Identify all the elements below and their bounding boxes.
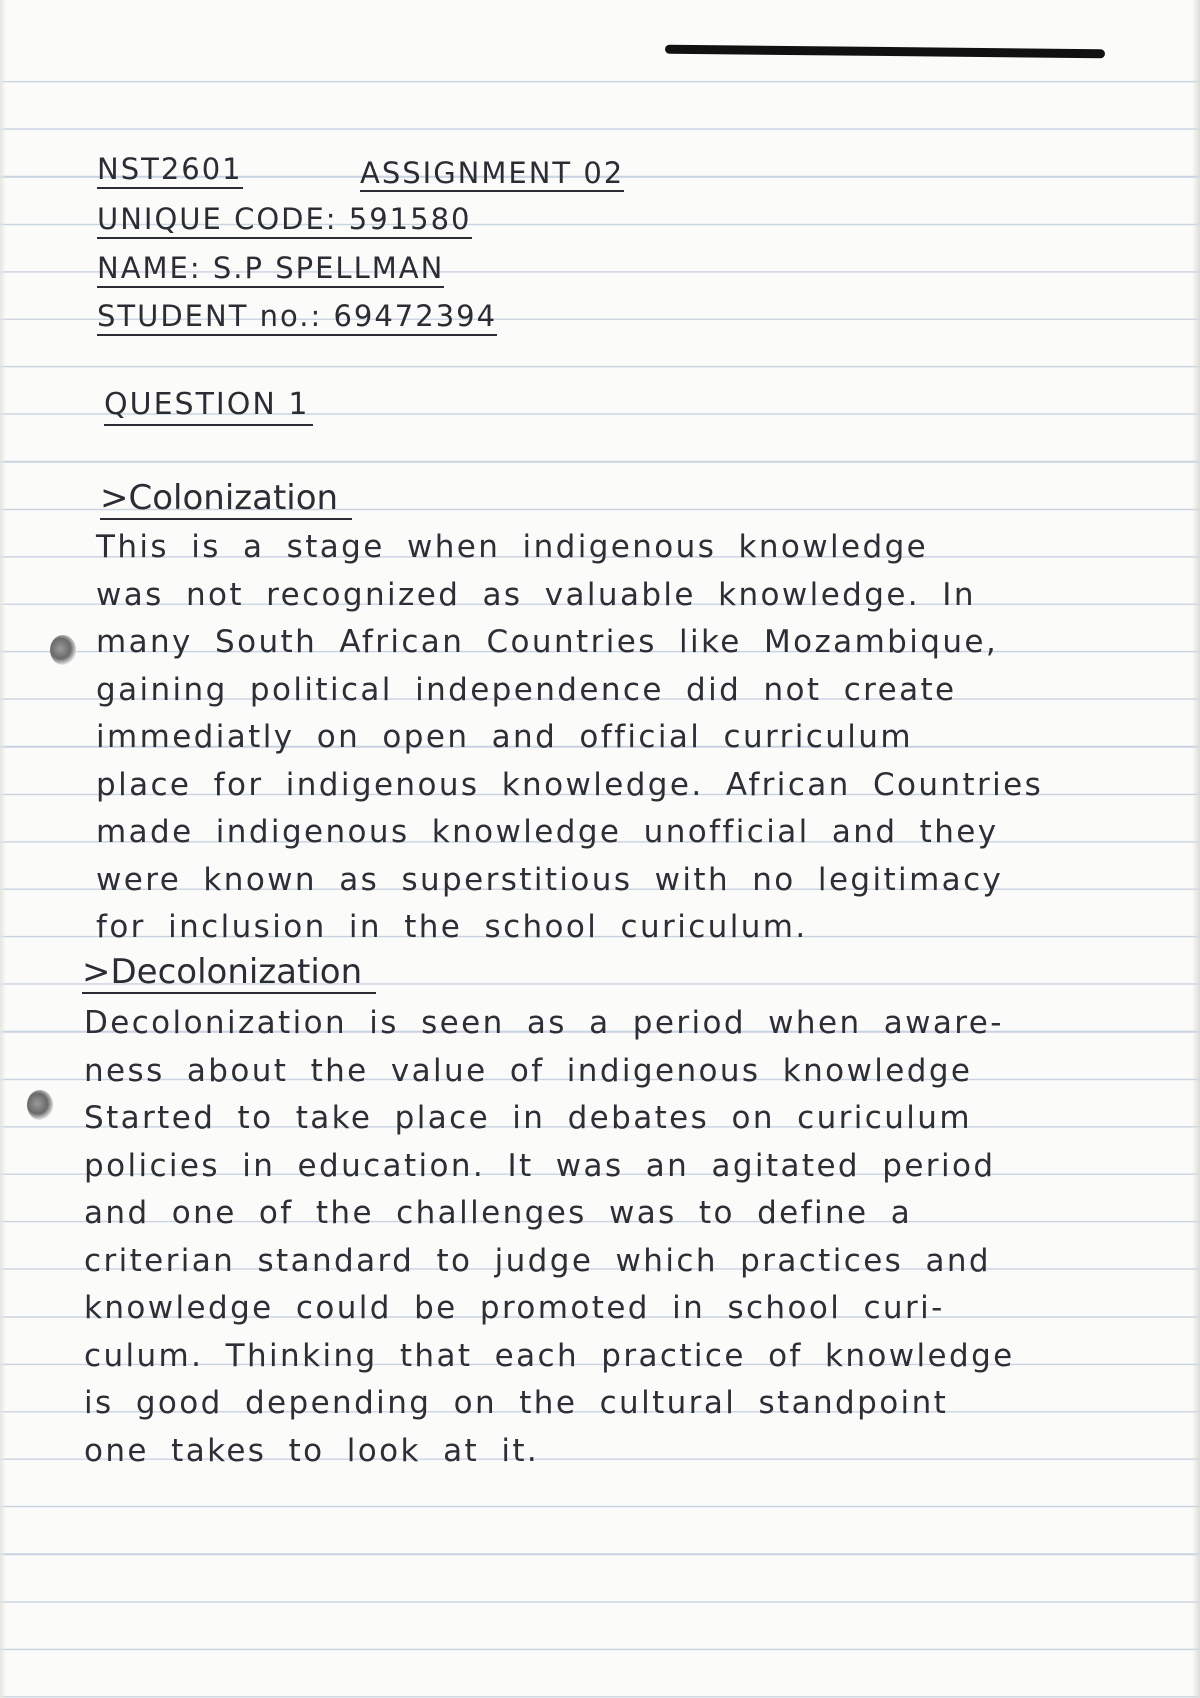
paragraph-line: policies in education. It was an agitated period	[84, 1147, 996, 1184]
paragraph-line: knowledge could be promoted in school curi-	[84, 1290, 945, 1326]
top-marker-stroke	[665, 45, 1105, 59]
paragraph-line: ness about the value of indigenous knowledge	[84, 1052, 973, 1089]
punch-hole	[50, 635, 76, 665]
section-title-colonization: >Colonization	[100, 478, 352, 520]
course-code-text: NST2601	[97, 152, 243, 189]
paragraph-line: This is a stage when indigenous knowledge	[96, 529, 929, 565]
unique-code-text: UNIQUE CODE: 591580	[97, 202, 472, 239]
paragraph-line: was not recognized as valuable knowledge. In	[96, 576, 976, 613]
paragraph-line: Started to take place in debates on curiculum	[84, 1100, 972, 1136]
paragraph-line: made indigenous knowledge unofficial and they	[96, 814, 999, 850]
colonization-paragraph	[96, 524, 1126, 952]
paragraph-line: is good depending on the cultural standpoint	[84, 1385, 949, 1421]
paragraph-line: criterian standard to judge which practices and	[84, 1242, 991, 1279]
paragraph-line: Decolonization is seen as a period when aware-	[84, 1005, 1004, 1041]
punch-hole	[27, 1090, 53, 1120]
student-number-text: STUDENT no.: 69472394	[97, 299, 497, 336]
paragraph-line: immediatly on open and official curriculum	[96, 719, 913, 755]
unique-code	[97, 202, 472, 236]
page-edge-shadow	[0, 0, 6, 1698]
paragraph-line: place for indigenous knowledge. African Countries	[96, 766, 1044, 803]
section-title-decolonization: >Decolonization	[82, 952, 376, 994]
paragraph-line: one takes to look at it.	[84, 1432, 540, 1469]
paragraph-line: culum. Thinking that each practice of knowledge	[84, 1337, 1015, 1374]
paragraph-line: many South African Countries like Mozambique,	[96, 624, 999, 660]
student-name-text: NAME: S.P SPELLMAN	[97, 251, 444, 288]
student-number	[97, 299, 497, 333]
paragraph-line: were known as superstitious with no legitimacy	[96, 861, 1004, 898]
paragraph-line: and one of the challenges was to define a	[84, 1195, 913, 1231]
paragraph-line: for inclusion in the school curiculum.	[96, 909, 808, 945]
course-code	[97, 152, 243, 186]
question-title: QUESTION 1	[104, 387, 313, 426]
decolonization-paragraph	[84, 1000, 1114, 1475]
student-name	[97, 251, 444, 285]
paragraph-line: gaining political independence did not create	[96, 671, 957, 708]
page-edge-shadow	[1192, 0, 1200, 1698]
assignment-label: ASSIGNMENT 02	[360, 156, 625, 190]
